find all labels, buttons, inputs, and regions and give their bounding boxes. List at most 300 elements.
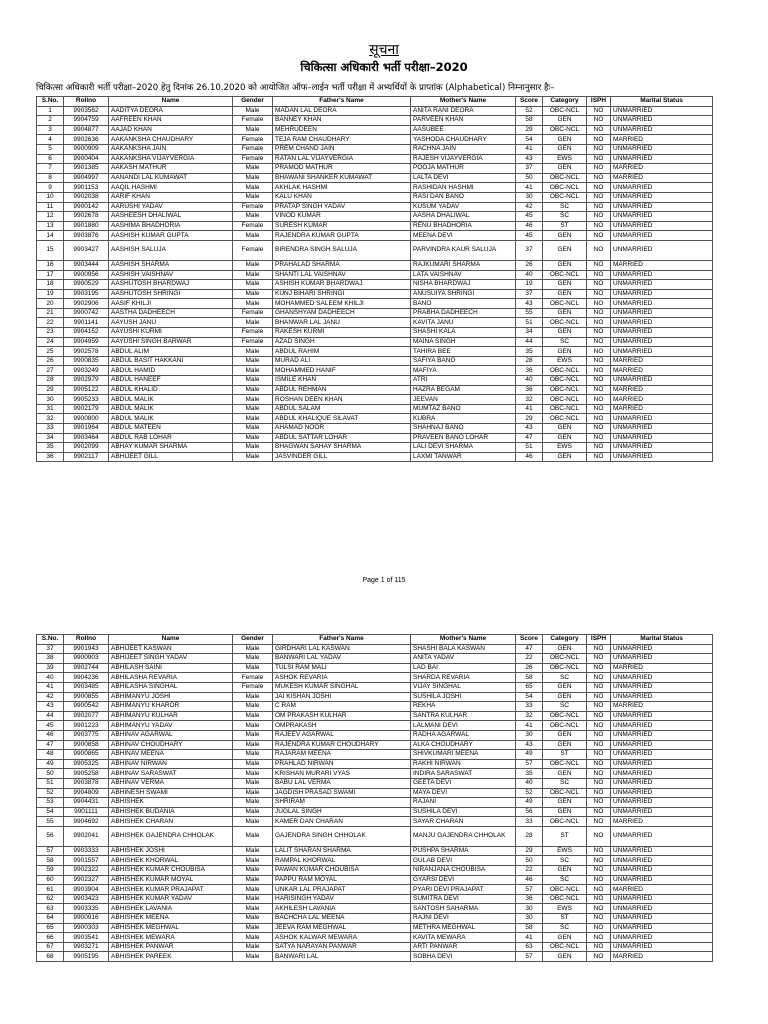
cell-marital-status: UNMARRIED bbox=[611, 933, 713, 943]
cell-gender: Male bbox=[233, 952, 273, 962]
cell-category: GEN bbox=[543, 424, 587, 434]
cell-father-name: ISMILE KHAN bbox=[273, 376, 411, 386]
cell-category: EWS bbox=[543, 443, 587, 453]
cell-category: OBC-NCL bbox=[543, 788, 587, 798]
cell-father-name: GIRDHARI LAL KASWAN bbox=[273, 644, 411, 654]
table-row bbox=[37, 192, 713, 202]
cell-name: AAKANKSHA CHAUDHARY bbox=[109, 135, 233, 145]
table-row bbox=[37, 135, 713, 145]
cell-gender: Female bbox=[233, 308, 273, 318]
cell-father-name: AHAMAD NOOR bbox=[273, 424, 411, 434]
cell-marital-status: UNMARRIED bbox=[611, 894, 713, 904]
cell-category: OBC-NCL bbox=[543, 395, 587, 405]
cell-gender: Male bbox=[233, 366, 273, 376]
cell-marital-status: UNMARRIED bbox=[611, 788, 713, 798]
table-row bbox=[37, 173, 713, 183]
table-row bbox=[37, 299, 713, 309]
cell-name: ABHAY KUMAR SHARMA bbox=[109, 443, 233, 453]
cell-rollno: 9900855 bbox=[64, 692, 109, 702]
cell-marital-status: UNMARRIED bbox=[611, 904, 713, 914]
table-row bbox=[37, 740, 713, 750]
table-row bbox=[37, 154, 713, 164]
cell-score: 37 bbox=[516, 164, 543, 174]
cell-marital-status: MARRIED bbox=[611, 395, 713, 405]
table-row bbox=[37, 673, 713, 683]
table-row bbox=[37, 240, 713, 260]
cell-isph: NO bbox=[587, 923, 611, 933]
cell-category: OBC-NCL bbox=[543, 376, 587, 386]
cell-father-name: JAI KISHAN JOSHI bbox=[273, 692, 411, 702]
column-header: Father's Name bbox=[273, 97, 411, 107]
cell-sno: 57 bbox=[37, 846, 64, 856]
table-row bbox=[37, 875, 713, 885]
cell-rollno: 9905325 bbox=[64, 759, 109, 769]
cell-name: AASHISH KUMAR GUPTA bbox=[109, 231, 233, 241]
cell-gender: Male bbox=[233, 885, 273, 895]
cell-father-name: BANWARI LAL YADAV bbox=[273, 654, 411, 664]
column-header: Name bbox=[109, 97, 233, 107]
cell-sno: 54 bbox=[37, 807, 64, 817]
cell-name: AAYUSHI SINGH BARWAR bbox=[109, 337, 233, 347]
cell-father-name: GAJENDRA SINGH CHHOLAK bbox=[273, 826, 411, 846]
cell-mother-name: HAZRA BEGAM bbox=[411, 385, 516, 395]
cell-marital-status: UNMARRIED bbox=[611, 299, 713, 309]
cell-category: SC bbox=[543, 202, 587, 212]
cell-gender: Male bbox=[233, 721, 273, 731]
cell-father-name: AKHILESH LAVANIA bbox=[273, 904, 411, 914]
cell-name: AASIF KHILJI bbox=[109, 299, 233, 309]
cell-sno: 21 bbox=[37, 308, 64, 318]
cell-marital-status: MARRIED bbox=[611, 260, 713, 270]
cell-name: AARIF KHAN bbox=[109, 192, 233, 202]
cell-category: OBC-NCL bbox=[543, 318, 587, 328]
cell-name: AASHIMA BHADHORIA bbox=[109, 221, 233, 231]
cell-gender: Male bbox=[233, 654, 273, 664]
cell-name: AAYUSH JANU bbox=[109, 318, 233, 328]
cell-gender: Male bbox=[233, 270, 273, 280]
cell-father-name: MUKESH KUMAR SINGHAL bbox=[273, 682, 411, 692]
cell-isph: NO bbox=[587, 942, 611, 952]
cell-sno: 3 bbox=[37, 125, 64, 135]
cell-marital-status: UNMARRIED bbox=[611, 116, 713, 126]
cell-father-name: ABDUL REHMAN bbox=[273, 385, 411, 395]
cell-sno: 20 bbox=[37, 299, 64, 309]
cell-category: GEN bbox=[543, 952, 587, 962]
cell-score: 34 bbox=[516, 328, 543, 338]
cell-name: ABHISHEK JOSHI bbox=[109, 846, 233, 856]
cell-father-name: AZAD SINGH bbox=[273, 337, 411, 347]
cell-name: AAYUSHI KURMI bbox=[109, 328, 233, 338]
cell-category: SC bbox=[543, 673, 587, 683]
cell-marital-status: UNMARRIED bbox=[611, 759, 713, 769]
column-header: Mother's Name bbox=[411, 635, 516, 645]
cell-father-name: RAJARAM MEENA bbox=[273, 750, 411, 760]
cell-gender: Male bbox=[233, 183, 273, 193]
cell-score: 46 bbox=[516, 452, 543, 462]
cell-marital-status: MARRIED bbox=[611, 404, 713, 414]
cell-score: 45 bbox=[516, 231, 543, 241]
cell-category: SC bbox=[543, 856, 587, 866]
cell-mother-name: MUMTAZ BANO bbox=[411, 404, 516, 414]
cell-score: 52 bbox=[516, 788, 543, 798]
cell-score: 33 bbox=[516, 817, 543, 827]
cell-isph: NO bbox=[587, 240, 611, 260]
cell-name: ABHIJEET SINGH YADAV bbox=[109, 654, 233, 664]
cell-isph: NO bbox=[587, 299, 611, 309]
cell-category: GEN bbox=[543, 289, 587, 299]
cell-category: GEN bbox=[543, 769, 587, 779]
cell-category: OBC-NCL bbox=[543, 270, 587, 280]
cell-father-name: ASHISH KUMAR BHARDWAJ bbox=[273, 280, 411, 290]
cell-gender: Male bbox=[233, 730, 273, 740]
cell-father-name: BHAWANI SHANKER KUMAWAT bbox=[273, 173, 411, 183]
cell-score: 55 bbox=[516, 308, 543, 318]
cell-marital-status: UNMARRIED bbox=[611, 866, 713, 876]
cell-mother-name: GULAB DEVI bbox=[411, 856, 516, 866]
exam-title: चिकित्सा अधिकारी भर्ती परीक्षा–2020 bbox=[300, 60, 468, 74]
table-row bbox=[37, 385, 713, 395]
table-row bbox=[37, 759, 713, 769]
cell-gender: Female bbox=[233, 673, 273, 683]
cell-isph: NO bbox=[587, 846, 611, 856]
cell-mother-name: MAINA SINGH bbox=[411, 337, 516, 347]
cell-gender: Female bbox=[233, 221, 273, 231]
cell-gender: Female bbox=[233, 682, 273, 692]
cell-mother-name: KAVITA JANU bbox=[411, 318, 516, 328]
cell-rollno: 9904152 bbox=[64, 328, 109, 338]
cell-isph: NO bbox=[587, 414, 611, 424]
cell-name: ABHISHEK KUMAR MOYAL bbox=[109, 875, 233, 885]
cell-marital-status: UNMARRIED bbox=[611, 347, 713, 357]
cell-marital-status: MARRIED bbox=[611, 135, 713, 145]
cell-category: GEN bbox=[543, 116, 587, 126]
cell-isph: NO bbox=[587, 682, 611, 692]
cell-father-name: SHANTI LAL VAISHNAV bbox=[273, 270, 411, 280]
cell-sno: 9 bbox=[37, 183, 64, 193]
table-row bbox=[37, 337, 713, 347]
cell-sno: 33 bbox=[37, 424, 64, 434]
cell-name: AASHUTOSH BHARDWAJ bbox=[109, 280, 233, 290]
table-row bbox=[37, 798, 713, 808]
cell-rollno: 9901964 bbox=[64, 424, 109, 434]
cell-mother-name: LALTA DEVI bbox=[411, 173, 516, 183]
table-row bbox=[37, 318, 713, 328]
table-row bbox=[37, 452, 713, 462]
cell-isph: NO bbox=[587, 347, 611, 357]
cell-score: 47 bbox=[516, 433, 543, 443]
cell-rollno: 9905195 bbox=[64, 952, 109, 962]
cell-rollno: 9904809 bbox=[64, 788, 109, 798]
table-row bbox=[37, 826, 713, 846]
cell-score: 58 bbox=[516, 923, 543, 933]
cell-mother-name: RENU BHADHORIA bbox=[411, 221, 516, 231]
cell-rollno: 9900956 bbox=[64, 270, 109, 280]
cell-marital-status: UNMARRIED bbox=[611, 376, 713, 386]
cell-category: ST bbox=[543, 750, 587, 760]
cell-isph: NO bbox=[587, 395, 611, 405]
cell-isph: NO bbox=[587, 750, 611, 760]
cell-score: 37 bbox=[516, 240, 543, 260]
cell-isph: NO bbox=[587, 914, 611, 924]
cell-isph: NO bbox=[587, 260, 611, 270]
cell-sno: 49 bbox=[37, 759, 64, 769]
table-row bbox=[37, 769, 713, 779]
cell-score: 40 bbox=[516, 270, 543, 280]
cell-marital-status: MARRIED bbox=[611, 885, 713, 895]
cell-father-name: BHANWAR LAL JANU bbox=[273, 318, 411, 328]
cell-sno: 18 bbox=[37, 280, 64, 290]
cell-isph: NO bbox=[587, 788, 611, 798]
column-header: Name bbox=[109, 635, 233, 645]
table-row bbox=[37, 914, 713, 924]
cell-isph: NO bbox=[587, 212, 611, 222]
cell-category: SC bbox=[543, 923, 587, 933]
cell-sno: 13 bbox=[37, 221, 64, 231]
cell-name: ABHILASHA SINGHAL bbox=[109, 682, 233, 692]
cell-isph: NO bbox=[587, 376, 611, 386]
cell-category: EWS bbox=[543, 904, 587, 914]
cell-marital-status: MARRIED bbox=[611, 702, 713, 712]
cell-rollno: 9900835 bbox=[64, 356, 109, 366]
cell-marital-status: UNMARRIED bbox=[611, 740, 713, 750]
cell-category: OBC-NCL bbox=[543, 404, 587, 414]
cell-father-name: RAMPAL KHORWAL bbox=[273, 856, 411, 866]
cell-mother-name: PRABHA DADHEECH bbox=[411, 308, 516, 318]
cell-father-name: RATAN LAL VIJAYVERGIA bbox=[273, 154, 411, 164]
cell-marital-status: UNMARRIED bbox=[611, 721, 713, 731]
cell-marital-status: UNMARRIED bbox=[611, 337, 713, 347]
cell-isph: NO bbox=[587, 404, 611, 414]
cell-isph: NO bbox=[587, 308, 611, 318]
cell-father-name: ABDUL SALAM bbox=[273, 404, 411, 414]
cell-marital-status: UNMARRIED bbox=[611, 183, 713, 193]
cell-father-name: SHRIRAM bbox=[273, 798, 411, 808]
cell-category: OBC-NCL bbox=[543, 894, 587, 904]
table-row bbox=[37, 221, 713, 231]
cell-score: 45 bbox=[516, 212, 543, 222]
cell-marital-status: UNMARRIED bbox=[611, 778, 713, 788]
cell-marital-status: UNMARRIED bbox=[611, 807, 713, 817]
cell-category: EWS bbox=[543, 846, 587, 856]
table-row bbox=[37, 144, 713, 154]
cell-name: ABDUL HAMID bbox=[109, 366, 233, 376]
cell-father-name: MEHRUDEEN bbox=[273, 125, 411, 135]
cell-isph: NO bbox=[587, 173, 611, 183]
table-row bbox=[37, 807, 713, 817]
cell-score: 50 bbox=[516, 856, 543, 866]
table-row bbox=[37, 280, 713, 290]
table-row bbox=[37, 778, 713, 788]
table-row bbox=[37, 347, 713, 357]
cell-rollno: 9900800 bbox=[64, 414, 109, 424]
cell-score: 36 bbox=[516, 385, 543, 395]
column-header: Gender bbox=[233, 97, 273, 107]
cell-sno: 27 bbox=[37, 366, 64, 376]
cell-gender: Male bbox=[233, 299, 273, 309]
cell-category: OBC-NCL bbox=[543, 385, 587, 395]
cell-father-name: LALIT SHARAN SHARMA bbox=[273, 846, 411, 856]
cell-rollno: 9900865 bbox=[64, 750, 109, 760]
cell-rollno: 9903562 bbox=[64, 106, 109, 116]
cell-gender: Male bbox=[233, 817, 273, 827]
cell-isph: NO bbox=[587, 135, 611, 145]
cell-sno: 50 bbox=[37, 769, 64, 779]
cell-rollno: 9905233 bbox=[64, 395, 109, 405]
cell-mother-name: RAJNI DEVI bbox=[411, 914, 516, 924]
cell-isph: NO bbox=[587, 711, 611, 721]
table-row bbox=[37, 856, 713, 866]
cell-rollno: 9905258 bbox=[64, 769, 109, 779]
cell-category: GEN bbox=[543, 933, 587, 943]
table-row bbox=[37, 952, 713, 962]
cell-isph: NO bbox=[587, 904, 611, 914]
table-header-row bbox=[37, 635, 713, 645]
cell-marital-status: UNMARRIED bbox=[611, 654, 713, 664]
table-row bbox=[37, 414, 713, 424]
cell-gender: Male bbox=[233, 788, 273, 798]
cell-category: GEN bbox=[543, 740, 587, 750]
cell-father-name: HARISINGH YADAV bbox=[273, 894, 411, 904]
cell-marital-status: MARRIED bbox=[611, 663, 713, 673]
cell-isph: NO bbox=[587, 807, 611, 817]
cell-sno: 68 bbox=[37, 952, 64, 962]
cell-name: ABHISHEK MEENA bbox=[109, 914, 233, 924]
cell-name: ABHISHEK KUMAR YADAV bbox=[109, 894, 233, 904]
table-row bbox=[37, 231, 713, 241]
cell-gender: Male bbox=[233, 280, 273, 290]
cell-name: ABHIMANYU JOSHI bbox=[109, 692, 233, 702]
cell-rollno: 9901385 bbox=[64, 164, 109, 174]
cell-sno: 43 bbox=[37, 702, 64, 712]
table-row bbox=[37, 866, 713, 876]
cell-isph: NO bbox=[587, 318, 611, 328]
cell-gender: Male bbox=[233, 663, 273, 673]
cell-marital-status: UNMARRIED bbox=[611, 318, 713, 328]
cell-marital-status: UNMARRIED bbox=[611, 856, 713, 866]
cell-name: AAJAD KHAN bbox=[109, 125, 233, 135]
cell-mother-name: POOJA MATHUR bbox=[411, 164, 516, 174]
cell-isph: NO bbox=[587, 231, 611, 241]
table-row bbox=[37, 711, 713, 721]
cell-category: GEN bbox=[543, 644, 587, 654]
page-number: Page 1 of 115 bbox=[362, 577, 406, 584]
cell-mother-name: INDIRA SARASWAT bbox=[411, 769, 516, 779]
cell-isph: NO bbox=[587, 759, 611, 769]
notice-heading: सूचना bbox=[369, 42, 399, 58]
table-row bbox=[37, 376, 713, 386]
cell-mother-name: SANTRA KULHAR bbox=[411, 711, 516, 721]
cell-sno: 60 bbox=[37, 875, 64, 885]
cell-isph: NO bbox=[587, 356, 611, 366]
cell-name: AANANDI LAL KUMAWAT bbox=[109, 173, 233, 183]
cell-score: 51 bbox=[516, 318, 543, 328]
cell-gender: Male bbox=[233, 424, 273, 434]
cell-marital-status: UNMARRIED bbox=[611, 144, 713, 154]
cell-gender: Male bbox=[233, 376, 273, 386]
cell-score: 26 bbox=[516, 260, 543, 270]
cell-gender: Male bbox=[233, 914, 273, 924]
cell-gender: Male bbox=[233, 692, 273, 702]
cell-category: GEN bbox=[543, 866, 587, 876]
cell-rollno: 9904759 bbox=[64, 116, 109, 126]
cell-category: OBC-NCL bbox=[543, 817, 587, 827]
cell-sno: 41 bbox=[37, 682, 64, 692]
cell-isph: NO bbox=[587, 183, 611, 193]
cell-marital-status: UNMARRIED bbox=[611, 769, 713, 779]
cell-score: 19 bbox=[516, 280, 543, 290]
cell-score: 63 bbox=[516, 942, 543, 952]
column-header: Rollno bbox=[64, 97, 109, 107]
cell-score: 57 bbox=[516, 759, 543, 769]
cell-isph: NO bbox=[587, 366, 611, 376]
cell-rollno: 9902578 bbox=[64, 347, 109, 357]
cell-isph: NO bbox=[587, 221, 611, 231]
cell-father-name: VINOD KUMAR bbox=[273, 212, 411, 222]
results-table-page-1 bbox=[36, 96, 712, 462]
table-row bbox=[37, 942, 713, 952]
cell-sno: 15 bbox=[37, 240, 64, 260]
cell-sno: 32 bbox=[37, 414, 64, 424]
cell-gender: Male bbox=[233, 452, 273, 462]
cell-father-name: KAMER DAN CHARAN bbox=[273, 817, 411, 827]
cell-father-name: BANNEY KHAN bbox=[273, 116, 411, 126]
cell-isph: NO bbox=[587, 452, 611, 462]
cell-score: 42 bbox=[516, 202, 543, 212]
cell-marital-status: UNMARRIED bbox=[611, 750, 713, 760]
cell-name: ABDUL ALIM bbox=[109, 347, 233, 357]
cell-father-name: UNKAR LAL PRAJAPAT bbox=[273, 885, 411, 895]
cell-sno: 61 bbox=[37, 885, 64, 895]
cell-mother-name: RACHNA JAIN bbox=[411, 144, 516, 154]
cell-mother-name: LALI DEVI SHARMA bbox=[411, 443, 516, 453]
cell-father-name: MURAD ALI bbox=[273, 356, 411, 366]
cell-isph: NO bbox=[587, 875, 611, 885]
cell-gender: Male bbox=[233, 759, 273, 769]
cell-score: 37 bbox=[516, 289, 543, 299]
cell-mother-name: YASHODA CHAUDHARY bbox=[411, 135, 516, 145]
cell-marital-status: MARRIED bbox=[611, 164, 713, 174]
cell-mother-name: JEEVAN bbox=[411, 395, 516, 405]
cell-name: ABHILASH SAINI bbox=[109, 663, 233, 673]
cell-name: ABDUL HANEEF bbox=[109, 376, 233, 386]
cell-mother-name: MEENA DEVI bbox=[411, 231, 516, 241]
cell-mother-name: SUMITRA DEVI bbox=[411, 894, 516, 904]
cell-category: OBC-NCL bbox=[543, 299, 587, 309]
table-row bbox=[37, 443, 713, 453]
table-row bbox=[37, 202, 713, 212]
cell-marital-status: UNMARRIED bbox=[611, 328, 713, 338]
cell-mother-name: VIJAY SINGHAL bbox=[411, 682, 516, 692]
table-row bbox=[37, 904, 713, 914]
cell-sno: 66 bbox=[37, 933, 64, 943]
cell-score: 43 bbox=[516, 154, 543, 164]
table-row bbox=[37, 106, 713, 116]
table-row bbox=[37, 308, 713, 318]
cell-score: 26 bbox=[516, 663, 543, 673]
table-row bbox=[37, 404, 713, 414]
cell-rollno: 9904431 bbox=[64, 798, 109, 808]
cell-marital-status: UNMARRIED bbox=[611, 644, 713, 654]
cell-marital-status: MARRIED bbox=[611, 356, 713, 366]
cell-isph: NO bbox=[587, 202, 611, 212]
cell-score: 41 bbox=[516, 183, 543, 193]
cell-score: 40 bbox=[516, 778, 543, 788]
cell-marital-status: UNMARRIED bbox=[611, 308, 713, 318]
cell-rollno: 9900529 bbox=[64, 280, 109, 290]
cell-score: 43 bbox=[516, 299, 543, 309]
cell-father-name: BHAGWAN SAHAY SHARMA bbox=[273, 443, 411, 453]
cell-father-name: ASHOK KALWAR MEWARA bbox=[273, 933, 411, 943]
